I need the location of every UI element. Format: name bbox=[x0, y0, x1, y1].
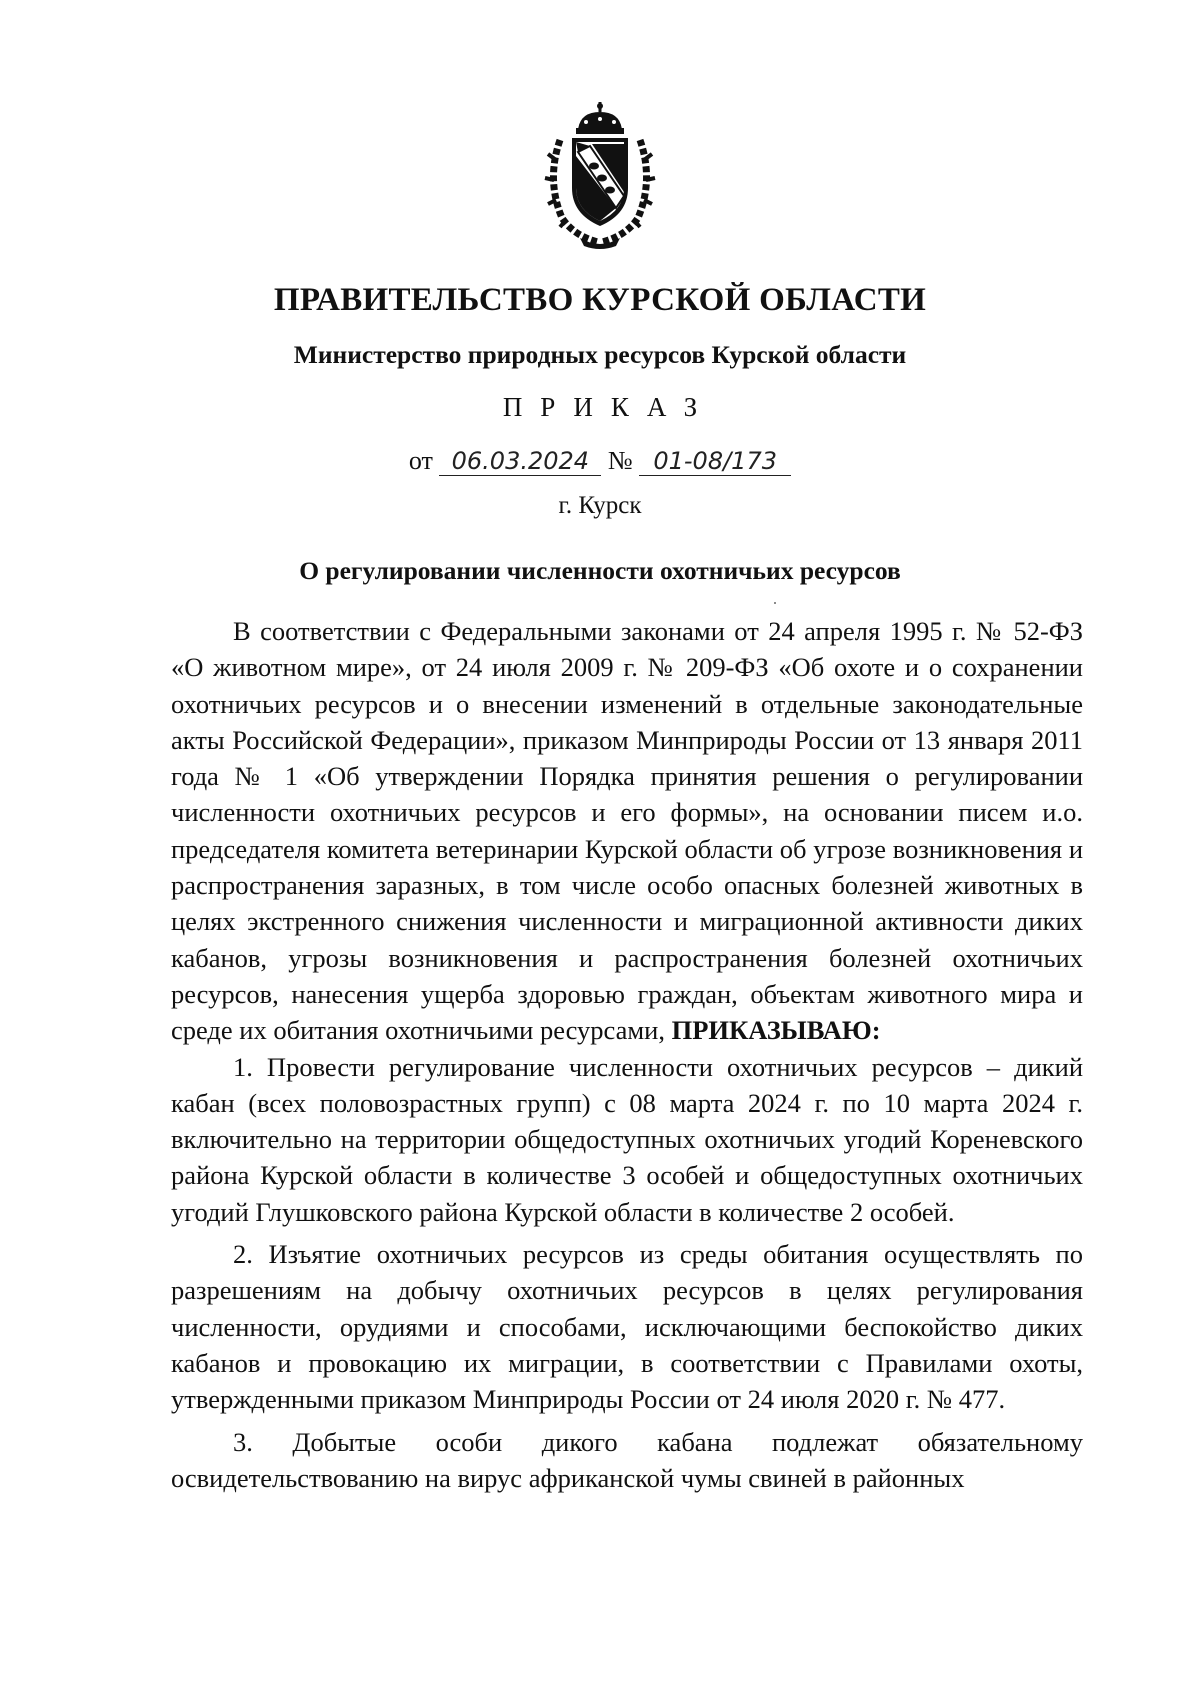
preamble-text: В соответствии с Федеральными законами от 24 апреля 1995 г. № 52-ФЗ «О животном мире», от 24 июля 2009 г. № 209-ФЗ «Об охоте и о сохранении охотничьих ресурсов и о внесении изменений в отдельные законодательные акты Российской Федерации», приказом Минприроды России от 13 января 2011 года № 1 «Об утверждении Порядка принятия решения о регулировании численности охотничьих ресурсов и его формы», на основании писем и.о. председателя комитета ветеринарии Курской области об угрозе возникновения и распространения заразных, в том числе особо опасных болезней животных в целях экстренного снижения численности и миграционной активности диких кабанов, угрозы возникновения и распространения болезней охотничьих ресурсов, нанесения ущерба здоровью граждан, объектам животного мира и среде их обитания охотничьими ресурсами, bbox=[171, 616, 1083, 1046]
document-type: ПРИКАЗ bbox=[502, 392, 716, 422]
date-prefix: от bbox=[408, 446, 433, 475]
government-title: ПРАВИТЕЛЬСТВО КУРСКОЙ ОБЛАСТИ bbox=[273, 282, 927, 318]
document-subject: О регулировании численности охотничьих ресурсов bbox=[299, 556, 901, 585]
handwritten-date: 06.03.2024 bbox=[439, 447, 601, 476]
kursk-coat-of-arms-icon bbox=[540, 100, 660, 250]
city: г. Курск bbox=[558, 492, 642, 519]
clause-paragraph-1: 1. Провести регулирование численности охотничьих ресурсов – дикий кабан (всех половозрастных групп) с 08 марта 2024 г. по 10 марта 2024 г. включительно на территории общедоступных охотничьих угодий Кореневского района Курской области в количестве 3 особей и общедоступных охотничьих угодий Глушковского района Курской области в количестве 2 особей. bbox=[171, 1051, 1083, 1227]
order-keyword: ПРИКАЗЫВАЮ: bbox=[671, 1015, 881, 1046]
number-sign: № bbox=[607, 446, 633, 475]
preamble-paragraph bbox=[171, 613, 1083, 1049]
clause-paragraph-3: 3. Добытые особи дикого кабана подлежат обязательному освидетельствованию на вирус африканской чумы свиней в районных bbox=[171, 1426, 1083, 1493]
scan-speck bbox=[774, 602, 776, 604]
clause-paragraph-2: 2. Изъятие охотничьих ресурсов из среды обитания осуществлять по разрешениям на добычу охотничьих ресурсов в целях регулирования численности, орудиями и способами, исключающими беспокойство диких кабанов и провокацию их миграции, в соответствии с Правилами охоты, утвержденными приказом Минприроды России от 24 июля 2020 г. № 477. bbox=[171, 1239, 1083, 1415]
handwritten-number: 01-08/173 bbox=[639, 447, 791, 476]
date-number-line bbox=[0, 446, 1200, 476]
document-body bbox=[171, 613, 1083, 1496]
ministry-title: Министерство природных ресурсов Курской области bbox=[293, 340, 907, 369]
